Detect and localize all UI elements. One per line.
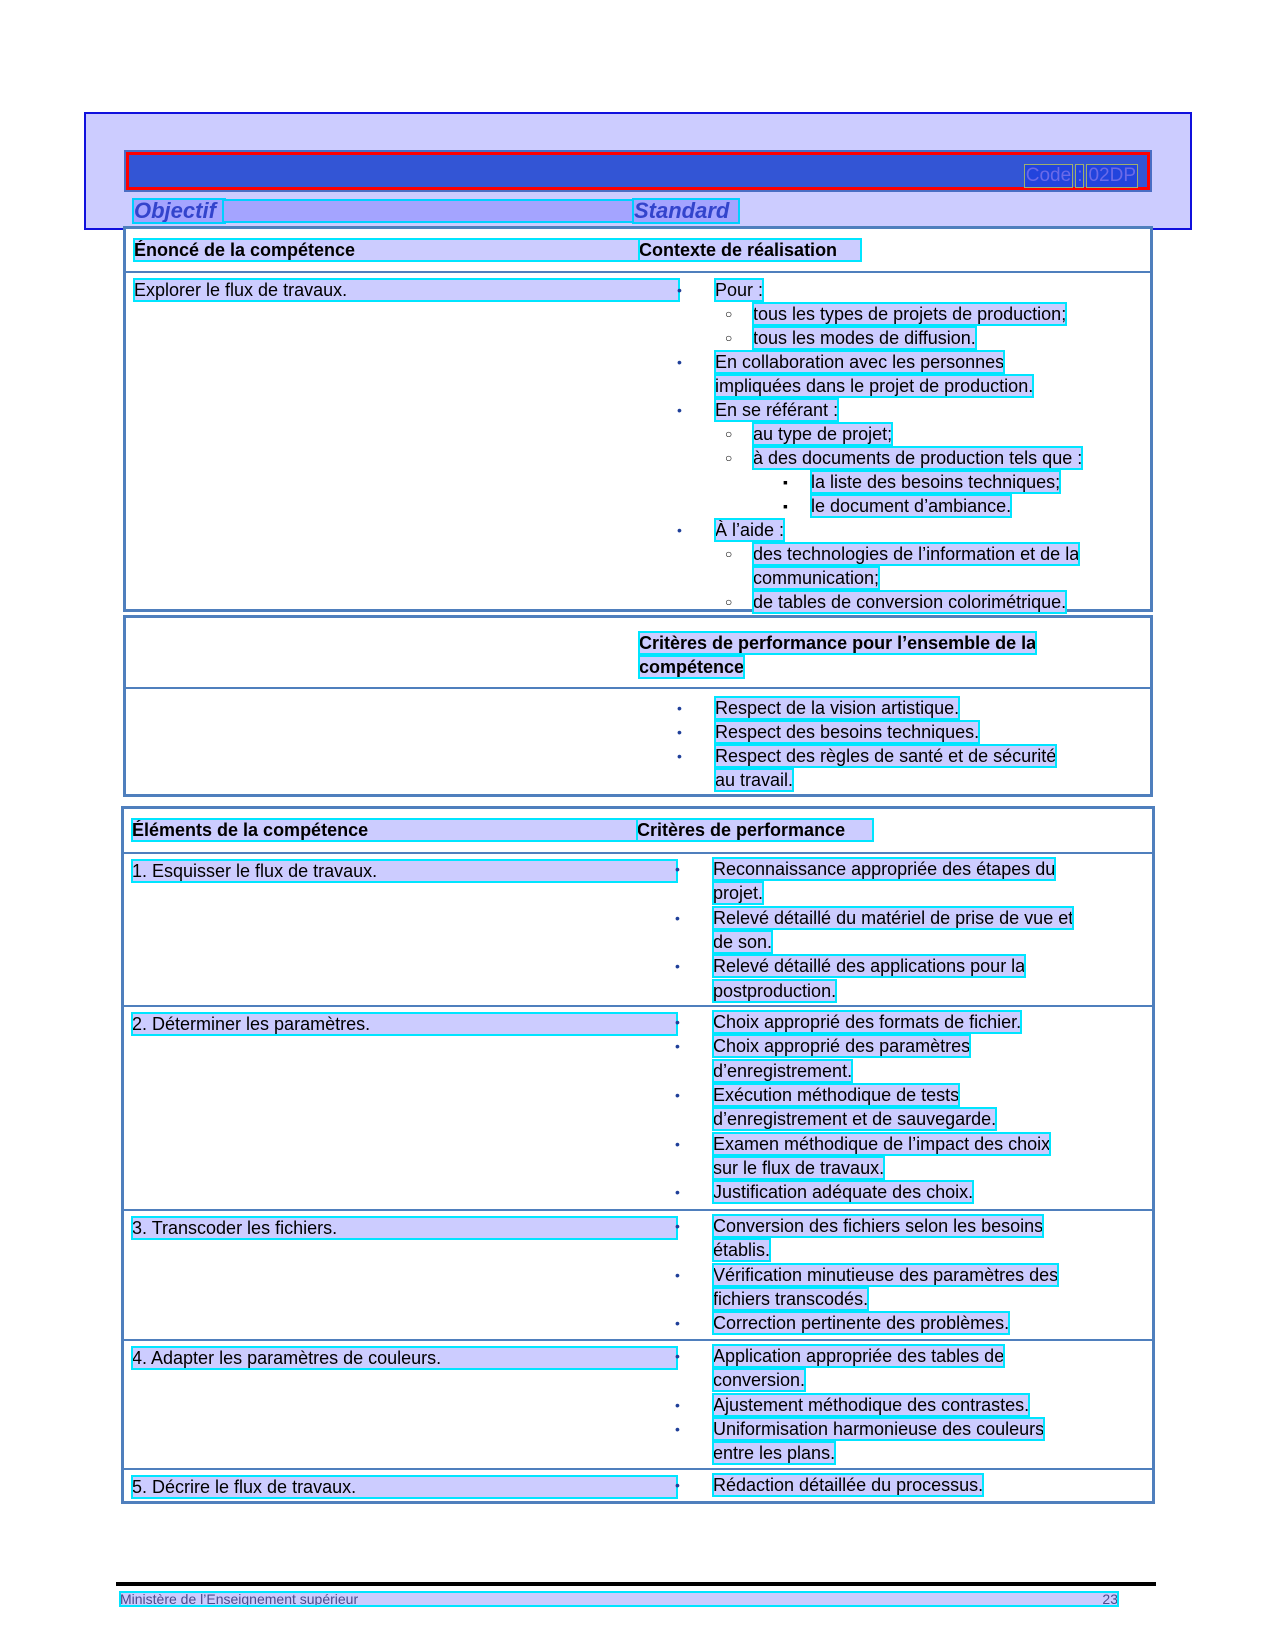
performance-criterion: sur le flux de travaux. xyxy=(713,1157,885,1178)
col-header-elements: Éléments de la compétence xyxy=(132,819,637,841)
global-criterion: Respect des règles de santé et de sécurité xyxy=(715,746,1057,766)
code-bar xyxy=(124,150,1152,192)
context-item: Pour : xyxy=(715,280,764,300)
objectif-standard-row xyxy=(134,200,738,222)
bullet-icon: • xyxy=(675,1396,680,1413)
circle-bullet-icon: ○ xyxy=(725,595,733,609)
performance-criterion: Choix approprié des formats de fichier. xyxy=(713,1012,1022,1032)
square-bullet-icon: ▪ xyxy=(783,498,788,514)
performance-criterion: de son. xyxy=(713,931,773,952)
context-item: au type de projet; xyxy=(753,424,893,444)
performance-criterion: entre les plans. xyxy=(713,1443,836,1464)
program-code xyxy=(1025,165,1137,187)
circle-bullet-icon: ○ xyxy=(725,547,733,561)
competence-element: 1. Esquisser le flux de travaux. xyxy=(132,860,677,882)
square-bullet-icon: ▪ xyxy=(783,474,788,490)
performance-criterion: d’enregistrement et de sauvegarde. xyxy=(713,1109,997,1130)
performance-criterion: Relevé détaillé des applications pour la xyxy=(713,956,1026,977)
performance-criterion: Ajustement méthodique des contrastes. xyxy=(713,1394,1030,1415)
competence-statement: Explorer le flux de travaux. xyxy=(134,279,679,301)
competence-element: 4. Adapter les paramètres de couleurs. xyxy=(132,1347,677,1369)
context-item: à des documents de production tels que : xyxy=(753,448,1083,468)
global-criterion: au travail. xyxy=(715,770,794,790)
context-item: tous les modes de diffusion. xyxy=(753,328,976,348)
standard-label: Standard xyxy=(634,200,738,222)
bullet-icon: • xyxy=(675,1477,680,1493)
col-header-criteria: Critères de performance xyxy=(637,819,873,841)
objectif-label: Objectif xyxy=(134,200,224,222)
bullet-icon: • xyxy=(675,909,680,926)
performance-criterion: projet. xyxy=(713,883,764,904)
divider xyxy=(124,1005,1152,1007)
circle-bullet-icon: ○ xyxy=(725,451,733,465)
divider xyxy=(124,1339,1152,1341)
bullet-icon: • xyxy=(675,1038,680,1055)
col-header-statement: Énoncé de la compétence xyxy=(134,239,639,261)
objectif-spacer xyxy=(224,201,634,221)
bullet-icon: • xyxy=(675,1218,680,1234)
global-criteria-header-line1: Critères de performance pour l’ensemble de la xyxy=(639,633,1037,653)
performance-criterion: Vérification minutieuse des paramètres des xyxy=(713,1264,1059,1285)
performance-criterion: Uniformisation harmonieuse des couleurs xyxy=(713,1418,1045,1439)
context-item: le document d’ambiance. xyxy=(811,496,1012,516)
bullet-icon: • xyxy=(675,1420,680,1437)
performance-criterion: Conversion des fichiers selon les besoins xyxy=(713,1216,1044,1236)
bullet-icon: • xyxy=(675,1184,680,1201)
bullet-icon: • xyxy=(675,1266,680,1283)
divider xyxy=(126,271,1150,273)
bullet-icon: • xyxy=(677,354,682,370)
global-criterion: Respect de la vision artistique. xyxy=(715,698,960,718)
performance-criterion: Relevé détaillé du matériel de prise de vue et xyxy=(713,907,1074,928)
performance-criterion: fichiers transcodés. xyxy=(713,1288,869,1309)
performance-criterion: Correction pertinente des problèmes. xyxy=(713,1313,1010,1334)
context-item: communication; xyxy=(753,568,880,588)
performance-criterion: Exécution méthodique de tests xyxy=(713,1084,960,1105)
bullet-icon: • xyxy=(677,402,682,418)
bullet-icon: • xyxy=(675,1315,680,1332)
code-value: 02DP xyxy=(1088,165,1136,186)
context-item: À l’aide : xyxy=(715,520,785,540)
performance-criterion: établis. xyxy=(713,1240,771,1261)
bullet-icon: • xyxy=(675,1014,680,1030)
context-item: En collaboration avec les personnes xyxy=(715,352,1005,372)
bullet-icon: • xyxy=(675,861,680,877)
circle-bullet-icon: ○ xyxy=(725,427,733,441)
performance-criterion: Justification adéquate des choix. xyxy=(713,1182,974,1203)
performance-criterion: d’enregistrement. xyxy=(713,1060,853,1081)
context-item: la liste des besoins techniques; xyxy=(811,472,1061,492)
divider xyxy=(124,1468,1152,1470)
divider xyxy=(124,1209,1152,1211)
bullet-icon: • xyxy=(675,1135,680,1152)
competence-element: 5. Décrire le flux de travaux. xyxy=(132,1476,677,1498)
context-item: impliquées dans le projet de production. xyxy=(715,376,1034,396)
code-label: Code xyxy=(1025,165,1072,186)
context-item: tous les types de projets de production; xyxy=(753,304,1067,324)
performance-criterion: Examen méthodique de l’impact des choix xyxy=(713,1133,1051,1154)
competence-element: 2. Déterminer les paramètres. xyxy=(132,1013,677,1035)
performance-criterion: conversion. xyxy=(713,1370,806,1391)
bullet-icon: • xyxy=(675,1348,680,1364)
bullet-icon: • xyxy=(677,724,682,740)
bullet-icon: • xyxy=(675,958,680,975)
context-item: des technologies de l’information et de la xyxy=(753,544,1080,564)
footer-rule xyxy=(116,1582,1156,1586)
context-item: de tables de conversion colorimétrique. xyxy=(753,592,1067,612)
circle-bullet-icon: ○ xyxy=(725,331,733,345)
bullet-icon: • xyxy=(677,748,682,764)
bullet-icon: • xyxy=(677,700,682,716)
performance-criterion: Choix approprié des paramètres xyxy=(713,1036,971,1057)
performance-criterion: Rédaction détaillée du processus. xyxy=(713,1475,984,1495)
code-bar-frame xyxy=(126,152,1150,190)
performance-criterion: Application appropriée des tables de xyxy=(713,1346,1005,1366)
bullet-icon: • xyxy=(677,282,682,298)
page-number: 23 xyxy=(1102,1591,1118,1607)
performance-criterion: Reconnaissance appropriée des étapes du xyxy=(713,859,1056,879)
col-header-context: Contexte de réalisation xyxy=(639,239,861,261)
page-footer xyxy=(120,1592,1118,1606)
bullet-icon: • xyxy=(675,1086,680,1103)
context-item: En se référant : xyxy=(715,400,839,420)
global-criteria-header-line2: compétence xyxy=(639,657,745,677)
competence-element: 3. Transcoder les fichiers. xyxy=(132,1217,677,1239)
circle-bullet-icon: ○ xyxy=(725,307,733,321)
code-separator: : xyxy=(1077,165,1083,186)
bullet-icon: • xyxy=(677,522,682,538)
footer-ministry: Ministère de l’Enseignement supérieur xyxy=(120,1591,359,1607)
global-criterion: Respect des besoins techniques. xyxy=(715,722,980,742)
divider xyxy=(126,687,1150,689)
performance-criterion: postproduction. xyxy=(713,980,837,1001)
divider xyxy=(124,852,1152,854)
